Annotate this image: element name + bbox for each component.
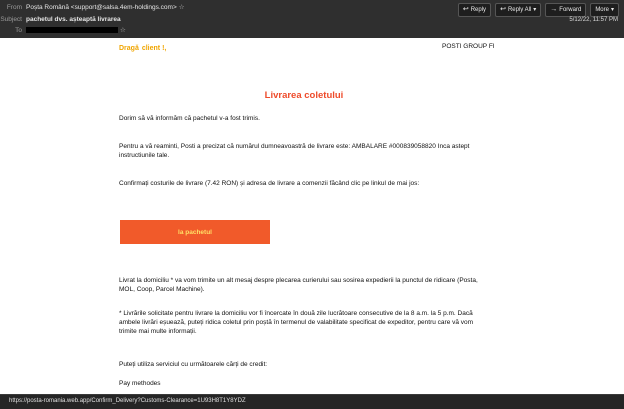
reply-button[interactable] (458, 3, 491, 17)
greeting-word: Dragă (119, 45, 139, 52)
subject-label: Subject (0, 16, 22, 23)
more-label: More (595, 7, 609, 13)
para-tracking: Pentru a vă reaminti, Posti a precizat că numărul dumneavoastră de livrare este: AMBALARE #000839058820 Inca astept instructiunile tale. (119, 143, 470, 159)
email-title: Livrarea coletului (264, 90, 344, 101)
chevron-down-icon: ▾ (610, 7, 614, 13)
package-link-button[interactable]: la pachetul (120, 220, 270, 244)
from-value[interactable] (26, 2, 185, 14)
star-icon[interactable]: ☆ (178, 4, 185, 11)
para-confirm: Confirmați costurile de livrare (7.42 RON) și adresa de livrare a comenzii făcând clic pe linkul de mai jos: (119, 180, 420, 187)
email-content (104, 38, 504, 394)
reply-all-button[interactable] (495, 3, 541, 17)
greeting-client: client !, (141, 45, 167, 52)
para-intro: Dorim să vă informăm că pachetul v-a fost trimis. (119, 115, 260, 122)
to-value[interactable] (26, 25, 126, 37)
reply-all-label: Reply All (507, 7, 532, 13)
para-cards: Puteți utiliza serviciul cu următoarele cărți de credit: (119, 361, 268, 368)
more-button[interactable] (590, 3, 619, 17)
message-header (0, 0, 624, 39)
forward-button[interactable] (545, 3, 586, 17)
from-address[interactable]: Poșta Română <support@salsa.4em-holdings.com> (26, 4, 177, 11)
to-label: To (15, 27, 22, 34)
redacted-recipient (26, 27, 118, 33)
subject-value: pachetul dvs. așteaptă livrarea (26, 16, 121, 23)
forward-label: Forward (559, 7, 582, 13)
para-delivery: Livrat la domiciliu * va vom trimite un alt mesaj despre plecarea curierului sau sosirea expedierii la punctul de ridicare (Posta, MOL, Coop, Parcel Machine). (119, 277, 478, 293)
reply-all-icon: ↩ (500, 6, 506, 13)
message-date: 5/12/22, 11:57 PM (569, 17, 618, 23)
reply-label: Reply (470, 7, 487, 13)
greeting (119, 45, 166, 52)
para-pay: Pay methodes (119, 380, 161, 387)
message-body-pane[interactable] (0, 38, 624, 394)
para-note: * Livrările solicitate pentru livrare la domiciliu vor fi încercate în două zile lucrătoare consecutive de la 8 a.m. la 5 p.m. Dacă ambele livrări eșuează, puteți ridica coletul prin poștă în termenul de valabilitate specificat de expeditor, pentru care vă vom trimite mai multe informații. (119, 310, 474, 335)
status-bar (0, 394, 624, 409)
from-label: From (6, 4, 22, 11)
message-toolbar (458, 3, 619, 17)
star-icon[interactable]: ☆ (120, 27, 126, 34)
chevron-down-icon[interactable]: ▾ (533, 7, 537, 13)
forward-icon: → (550, 6, 558, 13)
status-url: https://posta-romania.web.app/Confirm_Delivery?Customs-Clearance=1U93H8T1Y8YDZ (9, 398, 246, 404)
company-name: POSTI GROUP FI (442, 43, 495, 50)
reply-icon: ↩ (462, 6, 469, 13)
